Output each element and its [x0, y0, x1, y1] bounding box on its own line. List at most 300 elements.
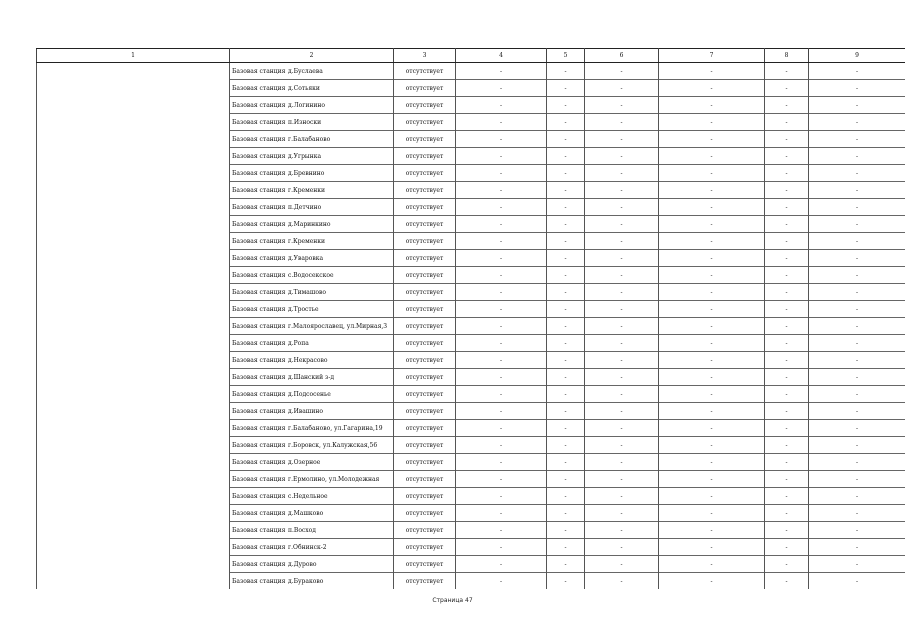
column-4-cell: -	[456, 522, 547, 539]
presence-cell: отсутствует	[394, 386, 456, 403]
column-8-cell: -	[765, 80, 809, 97]
station-location: д.Тростье	[288, 305, 319, 313]
column-8-cell: -	[765, 233, 809, 250]
column-6-cell: -	[585, 97, 659, 114]
column-9-cell: -	[809, 250, 905, 267]
column-9-cell: -	[809, 216, 905, 233]
station-name-cell	[230, 369, 394, 386]
column-8-cell: -	[765, 488, 809, 505]
column-4-cell: -	[456, 80, 547, 97]
column-1-cell	[37, 182, 230, 199]
presence-cell: отсутствует	[394, 403, 456, 420]
column-4-cell: -	[456, 114, 547, 131]
station-type: Базовая станция	[232, 305, 286, 313]
table-row	[37, 148, 905, 165]
table-row	[37, 165, 905, 182]
column-6-cell: -	[585, 556, 659, 573]
presence-cell: отсутствует	[394, 420, 456, 437]
column-6-cell: -	[585, 488, 659, 505]
column-1-cell	[37, 114, 230, 131]
station-location: д.Машково	[288, 509, 324, 517]
column-1-cell	[37, 199, 230, 216]
column-6-cell: -	[585, 522, 659, 539]
column-6-cell: -	[585, 250, 659, 267]
station-name-cell	[230, 454, 394, 471]
column-1-cell	[37, 556, 230, 573]
column-4-cell: -	[456, 97, 547, 114]
station-type: Базовая станция	[232, 339, 286, 347]
column-5-cell: -	[547, 216, 585, 233]
column-4-cell: -	[456, 250, 547, 267]
column-4-cell: -	[456, 386, 547, 403]
station-location: д.Шанский з-д	[288, 373, 335, 381]
table-row	[37, 522, 905, 539]
station-location: д.Логинино	[288, 101, 325, 109]
column-5-cell: -	[547, 165, 585, 182]
station-type: Базовая станция	[232, 254, 286, 262]
station-type: Базовая станция	[232, 101, 286, 109]
station-name-cell	[230, 437, 394, 454]
column-6-cell: -	[585, 352, 659, 369]
table-row	[37, 488, 905, 505]
column-7-cell: -	[659, 454, 765, 471]
column-4-cell: -	[456, 471, 547, 488]
station-type: Базовая станция	[232, 152, 286, 160]
table-row	[37, 471, 905, 488]
station-location: д.Тимашово	[288, 288, 327, 296]
table-row	[37, 352, 905, 369]
column-5-cell: -	[547, 352, 585, 369]
column-8-cell: -	[765, 420, 809, 437]
station-type: Базовая станция	[232, 237, 286, 245]
column-7-cell: -	[659, 335, 765, 352]
station-name-cell	[230, 97, 394, 114]
column-6-cell: -	[585, 182, 659, 199]
column-8-cell: -	[765, 369, 809, 386]
column-5-cell: -	[547, 471, 585, 488]
column-4-cell: -	[456, 420, 547, 437]
column-5-cell: -	[547, 505, 585, 522]
column-8-cell: -	[765, 471, 809, 488]
column-4-cell: -	[456, 573, 547, 590]
column-8-cell: -	[765, 267, 809, 284]
presence-cell: отсутствует	[394, 63, 456, 80]
column-9-cell: -	[809, 335, 905, 352]
column-6-cell: -	[585, 369, 659, 386]
column-header-9: 9	[809, 49, 905, 63]
column-5-cell: -	[547, 114, 585, 131]
column-5-cell: -	[547, 148, 585, 165]
column-7-cell: -	[659, 97, 765, 114]
column-7-cell: -	[659, 114, 765, 131]
column-1-cell	[37, 165, 230, 182]
station-type: Базовая станция	[232, 543, 286, 551]
column-8-cell: -	[765, 165, 809, 182]
presence-cell: отсутствует	[394, 454, 456, 471]
column-4-cell: -	[456, 437, 547, 454]
column-6-cell: -	[585, 284, 659, 301]
column-9-cell: -	[809, 80, 905, 97]
column-6-cell: -	[585, 318, 659, 335]
presence-cell: отсутствует	[394, 369, 456, 386]
column-header-2: 2	[230, 49, 394, 63]
column-1-cell	[37, 369, 230, 386]
presence-cell: отсутствует	[394, 182, 456, 199]
station-name-cell	[230, 420, 394, 437]
station-type: Базовая станция	[232, 220, 286, 228]
column-7-cell: -	[659, 148, 765, 165]
column-7-cell: -	[659, 301, 765, 318]
column-9-cell: -	[809, 556, 905, 573]
column-5-cell: -	[547, 267, 585, 284]
presence-cell: отсутствует	[394, 97, 456, 114]
column-7-cell: -	[659, 403, 765, 420]
station-location: г.Кременки	[288, 237, 326, 245]
presence-cell: отсутствует	[394, 488, 456, 505]
column-4-cell: -	[456, 131, 547, 148]
column-6-cell: -	[585, 420, 659, 437]
table-row	[37, 199, 905, 216]
column-5-cell: -	[547, 97, 585, 114]
station-location: д.Подсосенье	[288, 390, 331, 398]
column-6-cell: -	[585, 114, 659, 131]
column-1-cell	[37, 267, 230, 284]
station-location: г.Балабаново, ул.Гагарина,19	[288, 424, 383, 432]
column-4-cell: -	[456, 216, 547, 233]
column-6-cell: -	[585, 471, 659, 488]
column-6-cell: -	[585, 148, 659, 165]
column-5-cell: -	[547, 556, 585, 573]
station-type: Базовая станция	[232, 390, 286, 398]
column-1-cell	[37, 80, 230, 97]
column-7-cell: -	[659, 182, 765, 199]
column-4-cell: -	[456, 403, 547, 420]
column-1-cell	[37, 301, 230, 318]
station-type: Базовая станция	[232, 475, 286, 483]
column-1-cell	[37, 131, 230, 148]
table-row	[37, 505, 905, 522]
station-location: г.Кременки	[288, 186, 326, 194]
station-location: г.Балабаново	[288, 135, 331, 143]
table-row	[37, 539, 905, 556]
station-type: Базовая станция	[232, 67, 286, 75]
column-header-6: 6	[585, 49, 659, 63]
column-6-cell: -	[585, 216, 659, 233]
column-9-cell: -	[809, 505, 905, 522]
station-name-cell	[230, 199, 394, 216]
presence-cell: отсутствует	[394, 505, 456, 522]
column-9-cell: -	[809, 284, 905, 301]
station-location: г.Малоярославец, ул.Мирная,3	[288, 322, 388, 330]
station-type: Базовая станция	[232, 322, 286, 330]
column-8-cell: -	[765, 182, 809, 199]
column-1-cell	[37, 454, 230, 471]
column-8-cell: -	[765, 573, 809, 590]
station-name-cell	[230, 471, 394, 488]
column-7-cell: -	[659, 63, 765, 80]
column-6-cell: -	[585, 335, 659, 352]
presence-cell: отсутствует	[394, 573, 456, 590]
table-row	[37, 301, 905, 318]
register-table	[36, 48, 905, 589]
column-8-cell: -	[765, 148, 809, 165]
column-9-cell: -	[809, 471, 905, 488]
column-6-cell: -	[585, 165, 659, 182]
column-7-cell: -	[659, 250, 765, 267]
station-type: Базовая станция	[232, 373, 286, 381]
column-4-cell: -	[456, 454, 547, 471]
column-9-cell: -	[809, 267, 905, 284]
column-5-cell: -	[547, 522, 585, 539]
column-1-cell	[37, 403, 230, 420]
column-1-cell	[37, 335, 230, 352]
station-name-cell	[230, 318, 394, 335]
column-1-cell	[37, 471, 230, 488]
column-4-cell: -	[456, 182, 547, 199]
column-7-cell: -	[659, 420, 765, 437]
column-8-cell: -	[765, 386, 809, 403]
station-location: д.Маринкино	[288, 220, 331, 228]
station-name-cell	[230, 301, 394, 318]
page-number-footer: Страница 47	[432, 597, 473, 604]
column-4-cell: -	[456, 284, 547, 301]
column-6-cell: -	[585, 80, 659, 97]
column-9-cell: -	[809, 539, 905, 556]
table-row	[37, 454, 905, 471]
column-8-cell: -	[765, 437, 809, 454]
station-name-cell	[230, 505, 394, 522]
column-6-cell: -	[585, 505, 659, 522]
column-1-cell	[37, 573, 230, 590]
column-7-cell: -	[659, 556, 765, 573]
column-9-cell: -	[809, 318, 905, 335]
column-5-cell: -	[547, 233, 585, 250]
presence-cell: отсутствует	[394, 250, 456, 267]
column-5-cell: -	[547, 318, 585, 335]
station-location: с.Недельное	[288, 492, 328, 500]
station-location: д.Ропа	[288, 339, 309, 347]
column-5-cell: -	[547, 386, 585, 403]
station-type: Базовая станция	[232, 458, 286, 466]
column-4-cell: -	[456, 63, 547, 80]
column-9-cell: -	[809, 403, 905, 420]
column-header-8: 8	[765, 49, 809, 63]
table-row	[37, 386, 905, 403]
station-type: Базовая станция	[232, 577, 286, 585]
column-8-cell: -	[765, 556, 809, 573]
presence-cell: отсутствует	[394, 165, 456, 182]
column-1-cell	[37, 284, 230, 301]
column-6-cell: -	[585, 63, 659, 80]
station-name-cell	[230, 284, 394, 301]
column-9-cell: -	[809, 522, 905, 539]
column-8-cell: -	[765, 352, 809, 369]
column-8-cell: -	[765, 250, 809, 267]
station-location: д.Озерное	[288, 458, 321, 466]
column-5-cell: -	[547, 335, 585, 352]
column-6-cell: -	[585, 301, 659, 318]
station-name-cell	[230, 80, 394, 97]
table-row	[37, 114, 905, 131]
column-8-cell: -	[765, 63, 809, 80]
column-5-cell: -	[547, 301, 585, 318]
table-row	[37, 216, 905, 233]
column-9-cell: -	[809, 148, 905, 165]
station-location: п.Восход	[288, 526, 316, 534]
column-7-cell: -	[659, 539, 765, 556]
column-8-cell: -	[765, 284, 809, 301]
column-5-cell: -	[547, 250, 585, 267]
column-7-cell: -	[659, 522, 765, 539]
column-9-cell: -	[809, 369, 905, 386]
station-name-cell	[230, 250, 394, 267]
station-type: Базовая станция	[232, 186, 286, 194]
column-1-cell	[37, 233, 230, 250]
column-5-cell: -	[547, 437, 585, 454]
station-location: п.Износки	[288, 118, 322, 126]
column-9-cell: -	[809, 199, 905, 216]
column-4-cell: -	[456, 539, 547, 556]
station-name-cell	[230, 63, 394, 80]
column-5-cell: -	[547, 539, 585, 556]
station-type: Базовая станция	[232, 424, 286, 432]
column-8-cell: -	[765, 539, 809, 556]
column-4-cell: -	[456, 165, 547, 182]
column-8-cell: -	[765, 199, 809, 216]
station-location: г.Ермолино, ул.Молодежная	[288, 475, 380, 483]
column-5-cell: -	[547, 63, 585, 80]
station-type: Базовая станция	[232, 509, 286, 517]
column-5-cell: -	[547, 573, 585, 590]
column-7-cell: -	[659, 437, 765, 454]
column-8-cell: -	[765, 454, 809, 471]
column-1-cell	[37, 437, 230, 454]
station-type: Базовая станция	[232, 407, 286, 415]
presence-cell: отсутствует	[394, 539, 456, 556]
column-1-cell	[37, 216, 230, 233]
column-1-cell	[37, 386, 230, 403]
column-1-cell	[37, 318, 230, 335]
column-7-cell: -	[659, 216, 765, 233]
station-type: Базовая станция	[232, 203, 286, 211]
column-header-5: 5	[547, 49, 585, 63]
column-5-cell: -	[547, 182, 585, 199]
table-row	[37, 556, 905, 573]
column-5-cell: -	[547, 199, 585, 216]
station-location: д.Некрасово	[288, 356, 328, 364]
table-row	[37, 335, 905, 352]
table-row	[37, 63, 905, 80]
table-row	[37, 420, 905, 437]
presence-cell: отсутствует	[394, 131, 456, 148]
presence-cell: отсутствует	[394, 267, 456, 284]
column-8-cell: -	[765, 301, 809, 318]
presence-cell: отсутствует	[394, 318, 456, 335]
column-6-cell: -	[585, 403, 659, 420]
station-type: Базовая станция	[232, 169, 286, 177]
table-row	[37, 250, 905, 267]
column-7-cell: -	[659, 80, 765, 97]
presence-cell: отсутствует	[394, 556, 456, 573]
column-5-cell: -	[547, 284, 585, 301]
presence-cell: отсутствует	[394, 216, 456, 233]
column-1-cell	[37, 505, 230, 522]
table-row	[37, 284, 905, 301]
column-9-cell: -	[809, 114, 905, 131]
column-7-cell: -	[659, 369, 765, 386]
column-7-cell: -	[659, 131, 765, 148]
column-5-cell: -	[547, 80, 585, 97]
column-4-cell: -	[456, 488, 547, 505]
column-1-cell	[37, 539, 230, 556]
column-1-cell	[37, 522, 230, 539]
column-4-cell: -	[456, 369, 547, 386]
table-row	[37, 97, 905, 114]
station-name-cell	[230, 488, 394, 505]
column-8-cell: -	[765, 522, 809, 539]
column-7-cell: -	[659, 573, 765, 590]
column-9-cell: -	[809, 352, 905, 369]
table-row	[37, 369, 905, 386]
presence-cell: отсутствует	[394, 80, 456, 97]
column-4-cell: -	[456, 267, 547, 284]
column-7-cell: -	[659, 165, 765, 182]
column-4-cell: -	[456, 352, 547, 369]
column-7-cell: -	[659, 352, 765, 369]
station-name-cell	[230, 573, 394, 590]
station-location: д.Уваровка	[288, 254, 324, 262]
station-type: Базовая станция	[232, 84, 286, 92]
column-9-cell: -	[809, 233, 905, 250]
presence-cell: отсутствует	[394, 522, 456, 539]
table-row	[37, 80, 905, 97]
station-location: г.Боровск, ул.Калужская,56	[288, 441, 378, 449]
column-4-cell: -	[456, 148, 547, 165]
column-8-cell: -	[765, 403, 809, 420]
column-5-cell: -	[547, 420, 585, 437]
column-9-cell: -	[809, 437, 905, 454]
station-name-cell	[230, 335, 394, 352]
table-row	[37, 233, 905, 250]
column-6-cell: -	[585, 131, 659, 148]
station-type: Базовая станция	[232, 118, 286, 126]
column-8-cell: -	[765, 335, 809, 352]
column-8-cell: -	[765, 131, 809, 148]
presence-cell: отсутствует	[394, 352, 456, 369]
column-5-cell: -	[547, 454, 585, 471]
presence-cell: отсутствует	[394, 199, 456, 216]
column-7-cell: -	[659, 318, 765, 335]
station-name-cell	[230, 165, 394, 182]
station-type: Базовая станция	[232, 526, 286, 534]
column-7-cell: -	[659, 488, 765, 505]
table-row	[37, 318, 905, 335]
column-8-cell: -	[765, 97, 809, 114]
column-9-cell: -	[809, 165, 905, 182]
station-name-cell	[230, 131, 394, 148]
presence-cell: отсутствует	[394, 148, 456, 165]
station-name-cell	[230, 182, 394, 199]
column-6-cell: -	[585, 233, 659, 250]
station-name-cell	[230, 556, 394, 573]
column-6-cell: -	[585, 437, 659, 454]
presence-cell: отсутствует	[394, 284, 456, 301]
column-4-cell: -	[456, 556, 547, 573]
presence-cell: отсутствует	[394, 114, 456, 131]
column-7-cell: -	[659, 471, 765, 488]
table-row	[37, 403, 905, 420]
station-location: г.Обнинск-2	[288, 543, 327, 551]
